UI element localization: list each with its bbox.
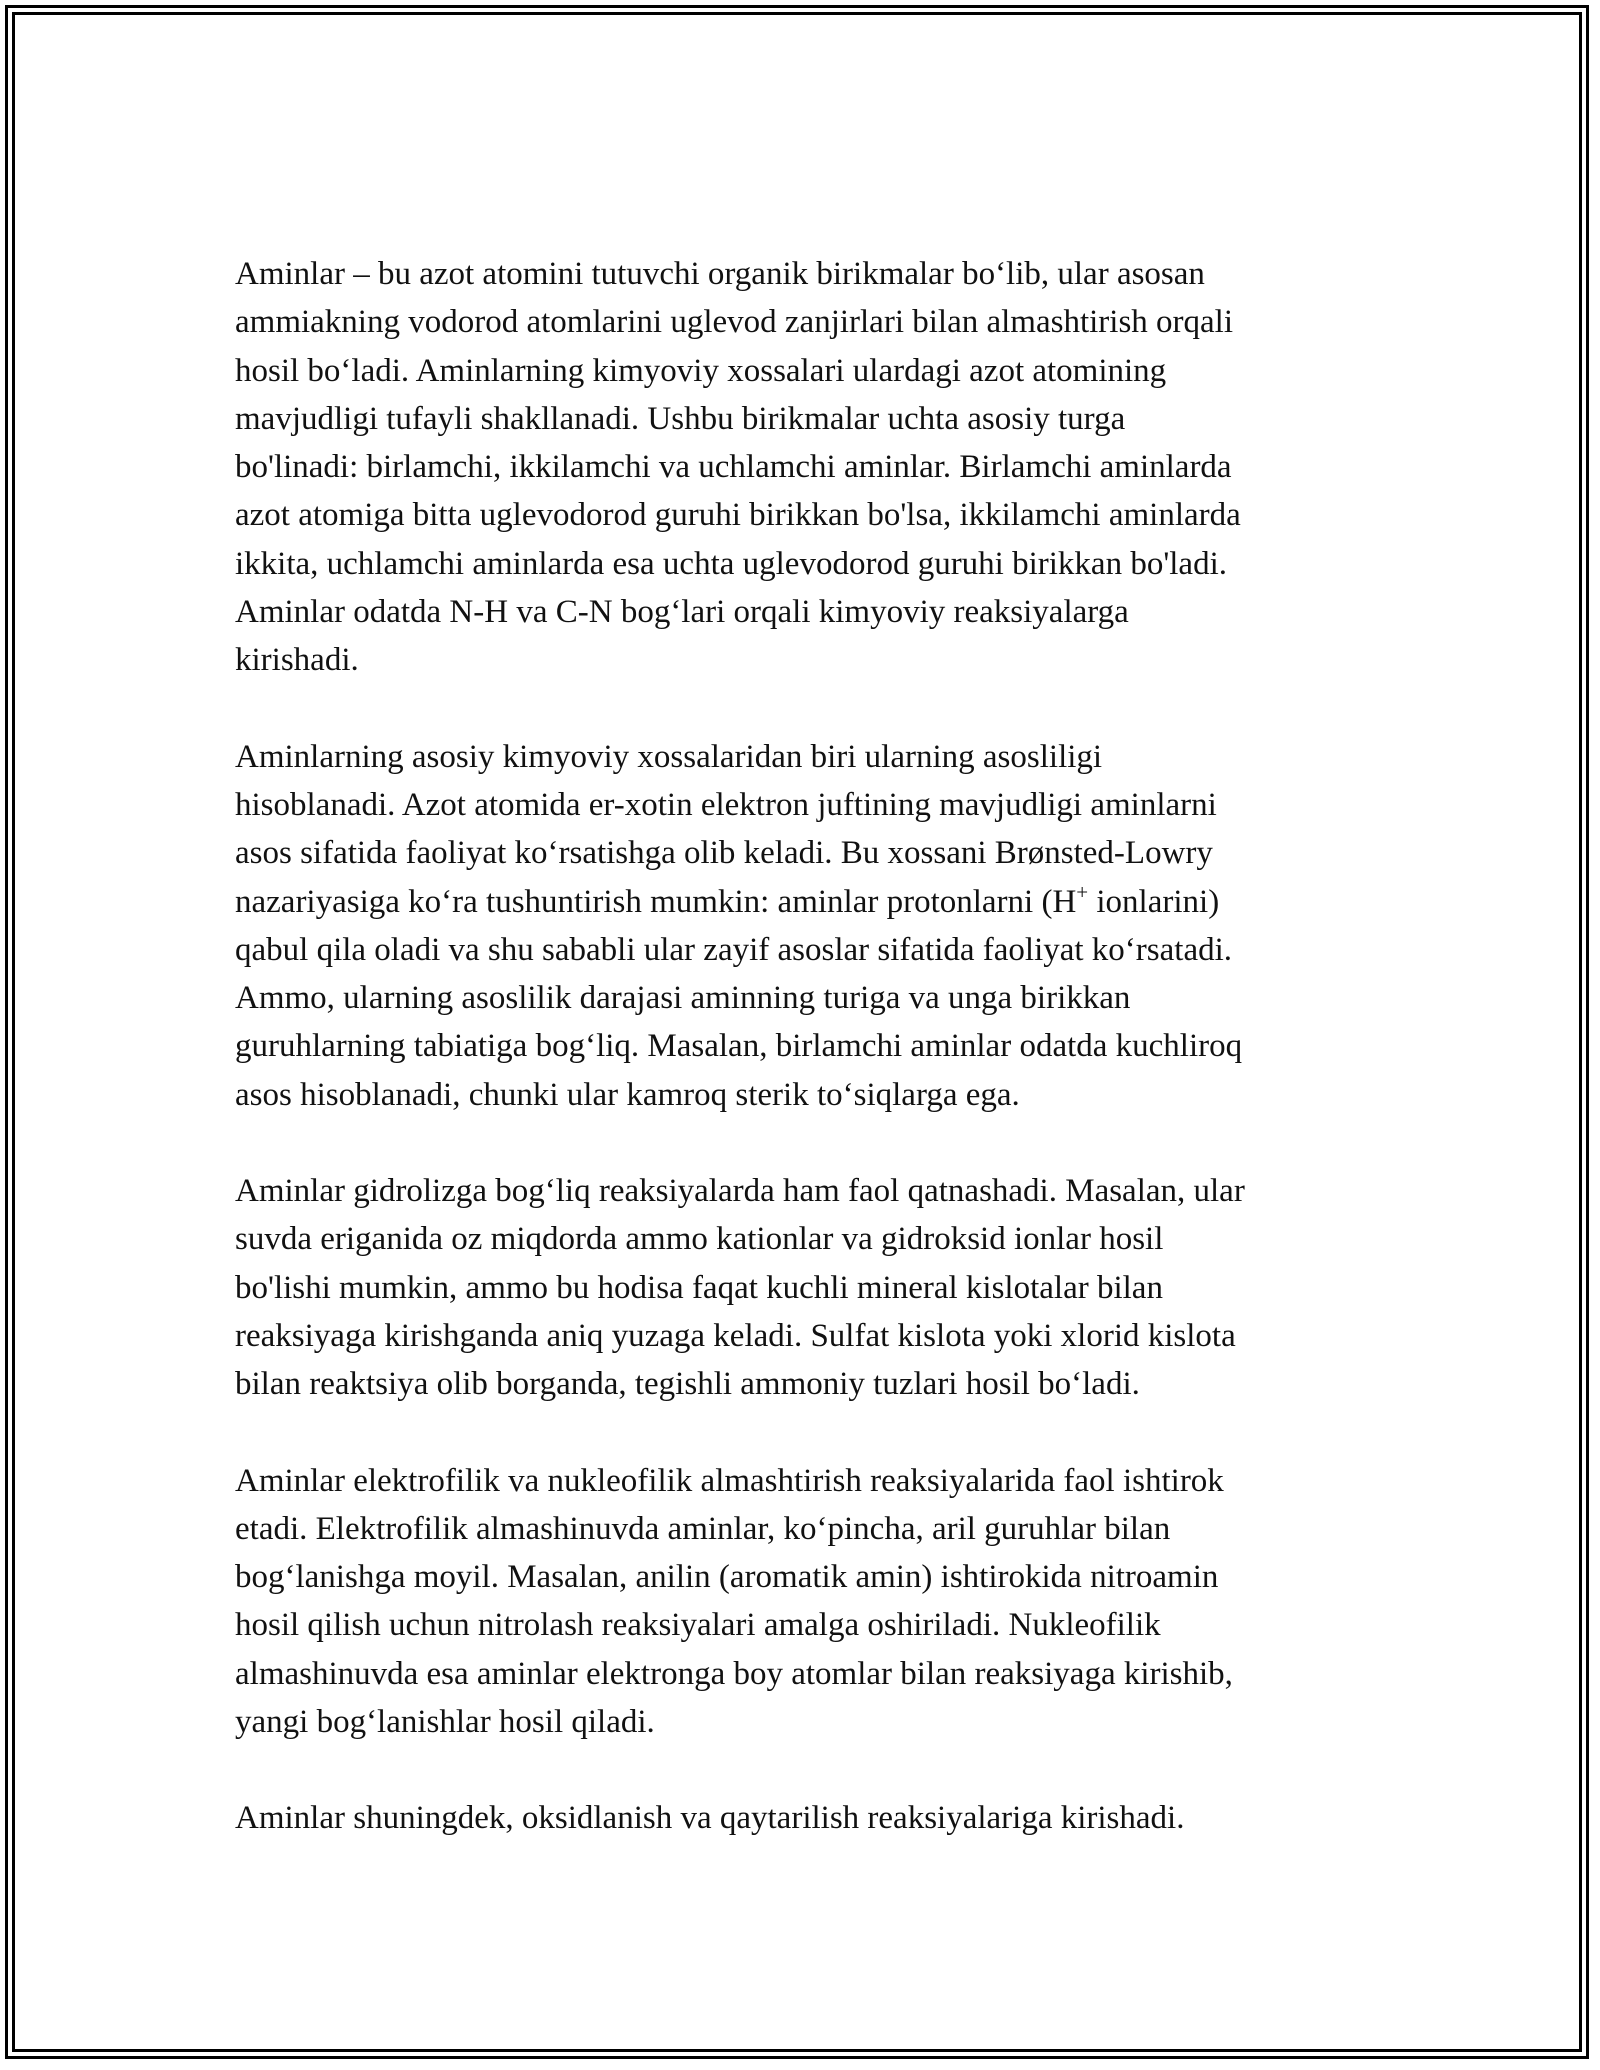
text-line: reaksiyaga kirishganda aniq yuzaga keladi. Sulfat kislota yoki xlorid kislota [235, 1317, 1236, 1354]
text-line: Aminlar shuningdek, oksidlanish va qaytarilish reaksiyalariga kirishadi. [235, 1800, 1185, 1837]
text-line: suvda eriganida oz miqdorda ammo kationlar va gidroksid ionlar hosil [235, 1221, 1164, 1258]
text-line: bilan reaktsiya olib borganda, tegishli ammoniy tuzlari hosil bo‘ladi. [235, 1366, 1140, 1403]
text-line: hosil qilish uchun nitrolash reaksiyalari amalga oshiriladi. Nukleofilik [235, 1607, 1161, 1644]
text-line: asos hisoblanadi, chunki ular kamroq sterik to‘siqlarga ega. [235, 1076, 1020, 1113]
text-line: Aminlar elektrofilik va nukleofilik almashtirish reaksiyalarida faol ishtirok [235, 1462, 1224, 1499]
paragraph-3 [235, 1167, 1370, 1408]
text-line: Aminlar odatda N-H va C-N bog‘lari orqali kimyoviy reaksiyalarga [235, 594, 1129, 631]
text-line: etadi. Elektrofilik almashinuvda aminlar, ko‘pincha, aril guruhlar bilan [235, 1510, 1171, 1547]
text-line: mavjudligi tufayli shakllanadi. Ushbu birikmalar uchta asosiy turga [235, 400, 1126, 437]
text-segment: ionlarini) [1088, 883, 1220, 920]
text-line-with-superscript [235, 878, 1370, 926]
text-line: Aminlar gidrolizga bog‘liq reaksiyalarda ham faol qatnashadi. Masalan, ular [235, 1173, 1245, 1210]
text-line: Aminlar – bu azot atomini tutuvchi organik birikmalar bo‘lib, ular asosan [235, 256, 1205, 292]
text-line: azot atomiga bitta uglevodorod guruhi birikkan bo'lsa, ikkilamchi aminlarda [235, 497, 1241, 534]
text-line: ammiakning vodorod atomlarini uglevod zanjirlari bilan almashtirish orqali [235, 304, 1234, 341]
text-line: guruhlarning tabiatiga bog‘liq. Masalan, birlamchi aminlar odatda kuchliroq [235, 1028, 1243, 1065]
text-line: hosil bo‘ladi. Aminlarning kimyoviy xossalari ulardagi azot atomining [235, 352, 1167, 389]
text-line: kirishadi. [235, 642, 359, 679]
text-line: asos sifatida faoliyat ko‘rsatishga olib keladi. Bu xossani Brønsted-Lowry [235, 835, 1213, 872]
text-line: yangi bog‘lanishlar hosil qiladi. [235, 1704, 655, 1741]
text-segment: nazariyasiga ko‘ra tushuntirish mumkin: aminlar protonlarni (H [235, 883, 1077, 920]
text-line: bo'lishi mumkin, ammo bu hodisa faqat kuchli mineral kislotalar bilan [235, 1269, 1163, 1306]
text-line: hisoblanadi. Azot atomida er-xotin elektron juftining mavjudligi aminlarni [235, 786, 1217, 823]
paragraph-2 [235, 733, 1370, 1119]
paragraph-4 [235, 1457, 1370, 1747]
text-line: ikkita, uchlamchi aminlarda esa uchta uglevodorod guruhi birikkan bo'ladi. [235, 545, 1227, 582]
text-line: qabul qila oladi va shu sababli ular zayif asoslar sifatida faoliyat ko‘rsatadi. [235, 931, 1233, 968]
text-line: Ammo, ularning asoslilik darajasi aminning turiga va unga birikkan [235, 980, 1131, 1017]
text-line: bo'linadi: birlamchi, ikkilamchi va uchlamchi aminlar. Birlamchi aminlarda [235, 449, 1232, 486]
superscript-plus: + [1076, 879, 1089, 904]
text-line: Aminlarning asosiy kimyoviy xossalaridan biri ularning asosliligi [235, 738, 1103, 775]
paragraph-1 [235, 250, 1370, 685]
paragraph-5 [235, 1794, 1370, 1842]
text-line: bog‘lanishga moyil. Masalan, anilin (aromatik amin) ishtirokida nitroamin [235, 1559, 1219, 1596]
document-body [235, 250, 1370, 1891]
text-line: almashinuvda esa aminlar elektronga boy atomlar bilan reaksiyaga kirishib, [235, 1655, 1233, 1692]
